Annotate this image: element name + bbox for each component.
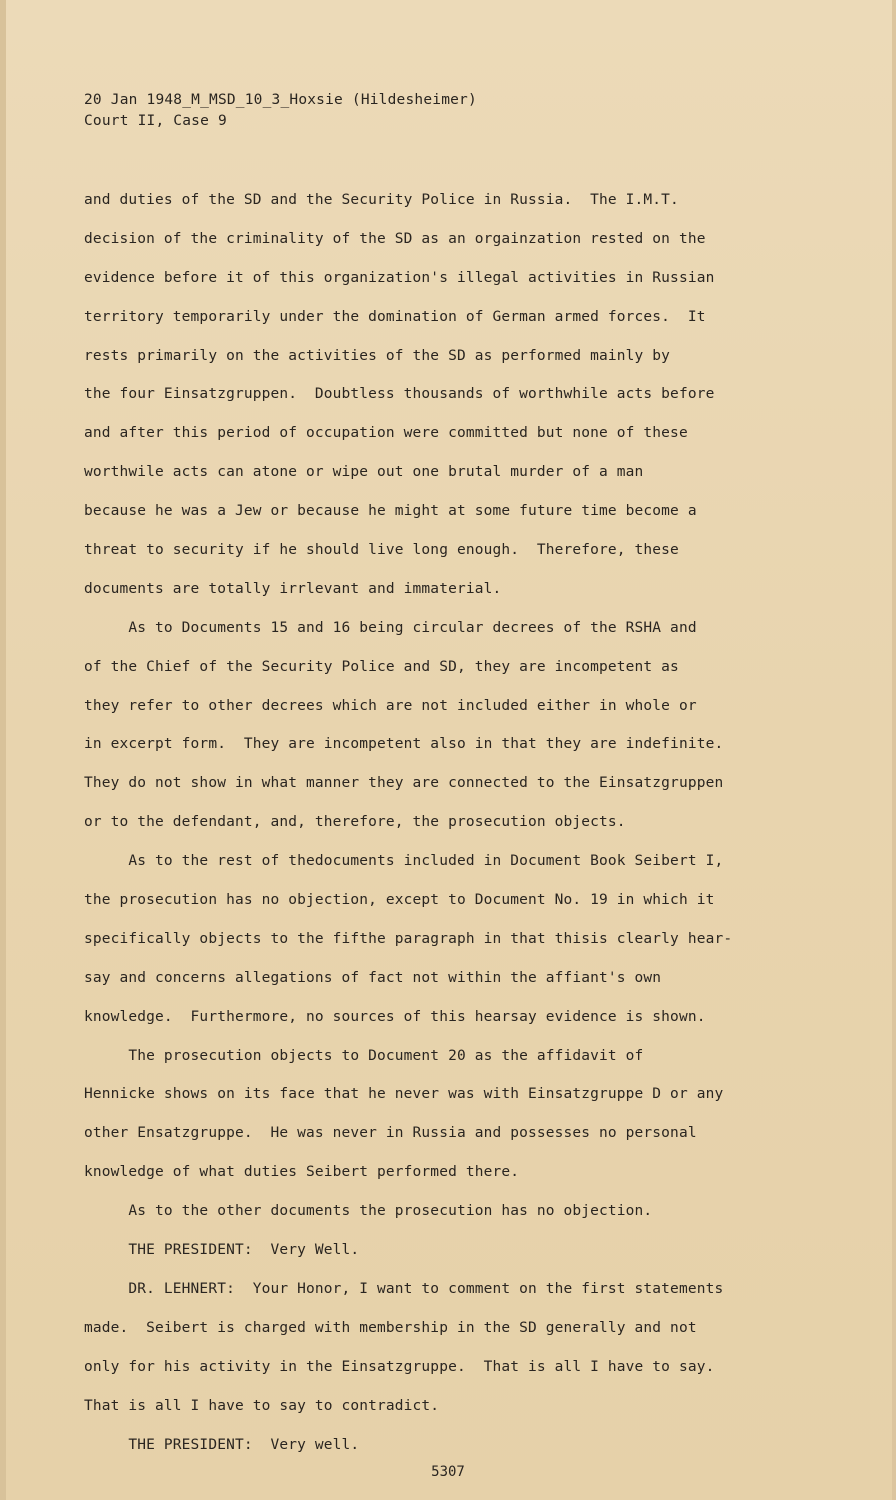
text-line: documents are totally irrlevant and immaterial. — [84, 580, 502, 597]
text-line: worthwile acts can atone or wipe out one brutal murder of a man — [84, 464, 644, 481]
text-line: the four Einsatzgruppen. Doubtless thousands of worthwhile acts before — [84, 386, 715, 403]
text-line: they refer to other decrees which are not included either in whole or — [84, 697, 697, 714]
header-line-2: Court II, Case 9 — [84, 113, 227, 129]
text-line: evidence before it of this organization's illegal activities in Russian — [84, 269, 715, 286]
text-line: threat to security if he should live long enough. Therefore, these — [84, 542, 679, 559]
text-line: That is all I have to say to contradict. — [84, 1397, 440, 1414]
text-line: As to the rest of thedocuments included in Document Book Seibert I, — [84, 853, 724, 870]
text-line: The prosecution objects to Document 20 as the affidavit of — [84, 1047, 644, 1064]
text-line: because he was a Jew or because he might at some future time become a — [84, 503, 697, 520]
text-line: and after this period of occupation were committed but none of these — [84, 425, 688, 442]
text-line: made. Seibert is charged with membership in the SD generally and not — [84, 1319, 697, 1336]
text-line: As to the other documents the prosecution has no objection. — [84, 1203, 653, 1220]
text-line: knowledge. Furthermore, no sources of this hearsay evidence is shown. — [84, 1008, 706, 1025]
text-line: decision of the criminality of the SD as an orgainzation rested on the — [84, 230, 706, 247]
text-line: the prosecution has no objection, except to Document No. 19 in which it — [84, 892, 715, 909]
document-header — [84, 90, 477, 132]
text-line: specifically objects to the fifthe paragraph in that thisis clearly hear- — [84, 930, 733, 947]
text-line: Hennicke shows on its face that he never was with Einsatzgruppe D or any — [84, 1086, 724, 1103]
text-line: say and concerns allegations of fact not within the affiant's own — [84, 969, 662, 986]
text-line: THE PRESIDENT: Very well. — [84, 1436, 360, 1453]
text-line: As to Documents 15 and 16 being circular decrees of the RSHA and — [84, 619, 697, 636]
text-line: THE PRESIDENT: Very Well. — [84, 1242, 360, 1259]
text-line: territory temporarily under the domination of German armed forces. It — [84, 308, 706, 325]
text-line: only for his activity in the Einsatzgruppe. That is all I have to say. — [84, 1358, 715, 1375]
header-line-1: 20 Jan 1948_M_MSD_10_3_Hoxsie (Hildesheimer) — [84, 92, 477, 108]
text-line: DR. LEHNERT: Your Honor, I want to comment on the first statements — [84, 1280, 724, 1297]
text-line: and duties of the SD and the Security Police in Russia. The I.M.T. — [84, 192, 679, 208]
page-number: 5307 — [431, 1464, 465, 1480]
text-line: in excerpt form. They are incompetent also in that they are indefinite. — [84, 736, 724, 753]
transcript-body — [84, 188, 794, 1471]
text-line: or to the defendant, and, therefore, the prosecution objects. — [84, 814, 626, 831]
text-line: They do not show in what manner they are connected to the Einsatzgruppen — [84, 775, 724, 792]
text-line: rests primarily on the activities of the SD as performed mainly by — [84, 347, 671, 364]
text-line: other Ensatzgruppe. He was never in Russia and possesses no personal — [84, 1125, 697, 1142]
text-line: of the Chief of the Security Police and SD, they are incompetent as — [84, 658, 679, 675]
text-line: knowledge of what duties Seibert performed there. — [84, 1164, 520, 1181]
